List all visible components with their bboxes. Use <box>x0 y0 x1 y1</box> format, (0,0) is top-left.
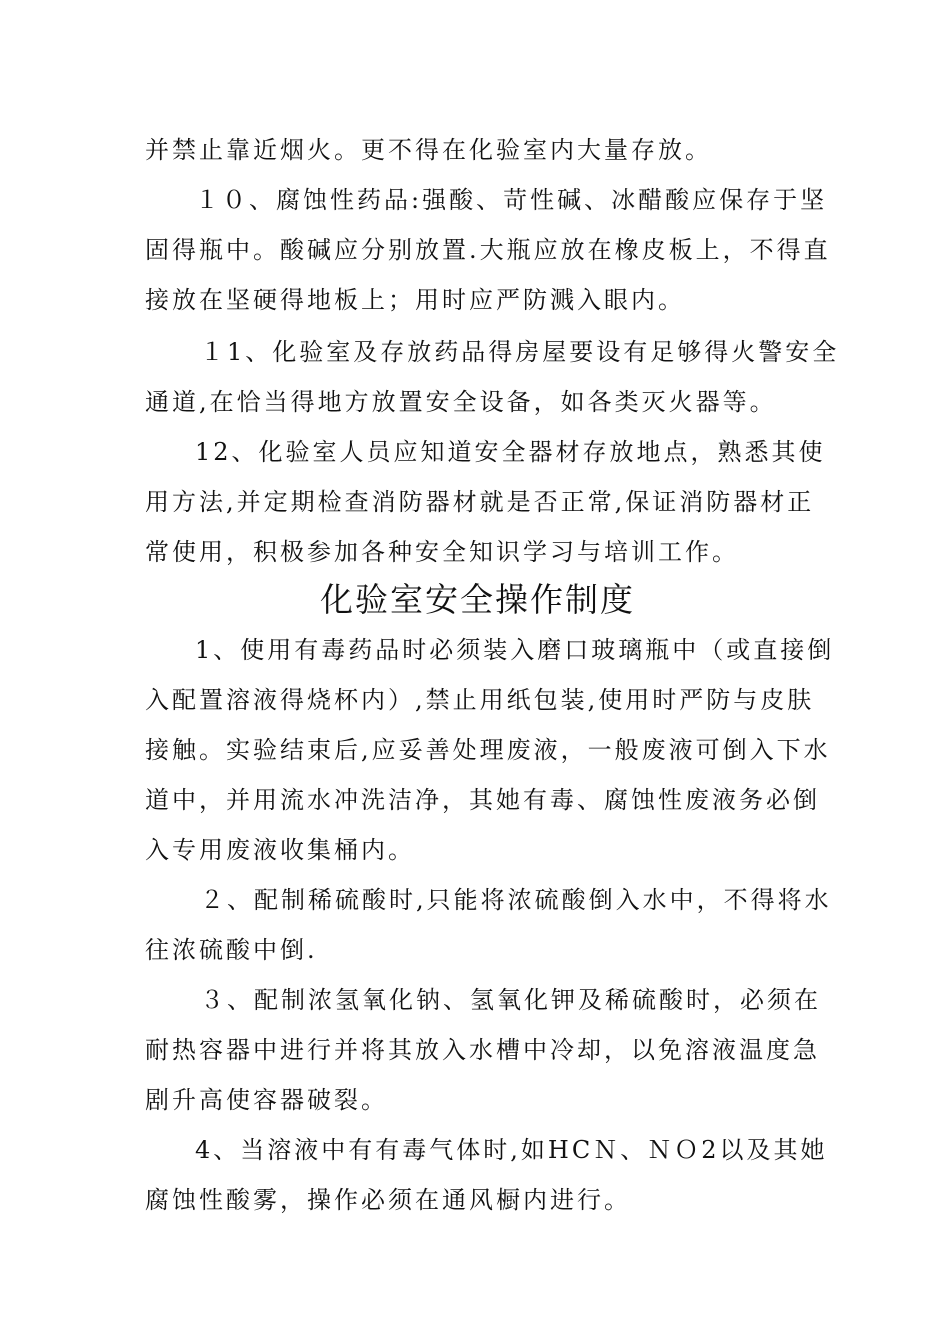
text-line: 道中，并用流水冲洗洁净，其她有毒、腐蚀性废液务必倒 <box>145 786 820 814</box>
text-line: ３、配制浓氢氧化钠、氢氧化钾及稀硫酸时，必须在 <box>200 986 821 1014</box>
text-line: 4、当溶液中有有毒气体时,如HCＮ、ＮＯ2以及其她 <box>195 1136 828 1164</box>
text-line: 常使用，积极参加各种安全知识学习与培训工作。 <box>145 538 739 566</box>
paragraph-op-rule-2 <box>145 875 832 975</box>
text-line: 接触。实验结束后,应妥善处理废液，一般废液可倒入下水 <box>145 736 831 764</box>
text-line: １０、腐蚀性药品:强酸、苛性碱、冰醋酸应保存于坚 <box>195 186 828 214</box>
paragraph-op-rule-3 <box>145 975 821 1125</box>
paragraph-rule-11 <box>145 327 840 427</box>
text-line: 入配置溶液得烧杯内）,禁止用纸包装,使用时严防与皮肤 <box>145 686 815 714</box>
text-line: 1、使用有毒药品时必须装入磨口玻璃瓶中（或直接倒 <box>195 636 835 664</box>
text-line: 12、化验室人员应知道安全器材存放地点，熟悉其使 <box>195 438 826 466</box>
paragraph-rule-10 <box>145 175 831 325</box>
text-line: 腐蚀性酸雾，操作必须在通风橱内进行。 <box>145 1186 631 1214</box>
text-line: 通道,在恰当得地方放置安全设备，如各类灭火器等。 <box>145 388 777 416</box>
section-title: 化验室安全操作制度 <box>320 580 635 619</box>
paragraph-rule-12 <box>145 427 826 577</box>
text-line: 往浓硫酸中倒. <box>145 936 318 964</box>
document-page <box>145 0 840 1344</box>
text-line: ２、配制稀硫酸时,只能将浓硫酸倒入水中，不得将水 <box>200 886 832 914</box>
text-line: １1、化验室及存放药品得房屋要设有足够得火警安全 <box>200 338 840 366</box>
text-line: 剧升高使容器破裂。 <box>145 1086 388 1114</box>
text-line: 固得瓶中。酸碱应分别放置.大瓶应放在橡皮板上，不得直 <box>145 236 831 264</box>
text-line: 接放在坚硬得地板上；用时应严防溅入眼内。 <box>145 286 685 314</box>
text-line: 入专用废液收集桶内。 <box>145 836 415 864</box>
text-line: 用方法,并定期检查消防器材就是否正常,保证消防器材正 <box>145 488 815 516</box>
paragraph-continuation <box>145 125 810 175</box>
text-line: 并禁止靠近烟火。更不得在化验室内大量存放。 <box>145 136 712 164</box>
paragraph-op-rule-4 <box>145 1125 828 1225</box>
text-line: 耐热容器中进行并将其放入水槽中冷却，以免溶液温度急 <box>145 1036 820 1064</box>
paragraph-op-rule-1 <box>145 625 835 875</box>
